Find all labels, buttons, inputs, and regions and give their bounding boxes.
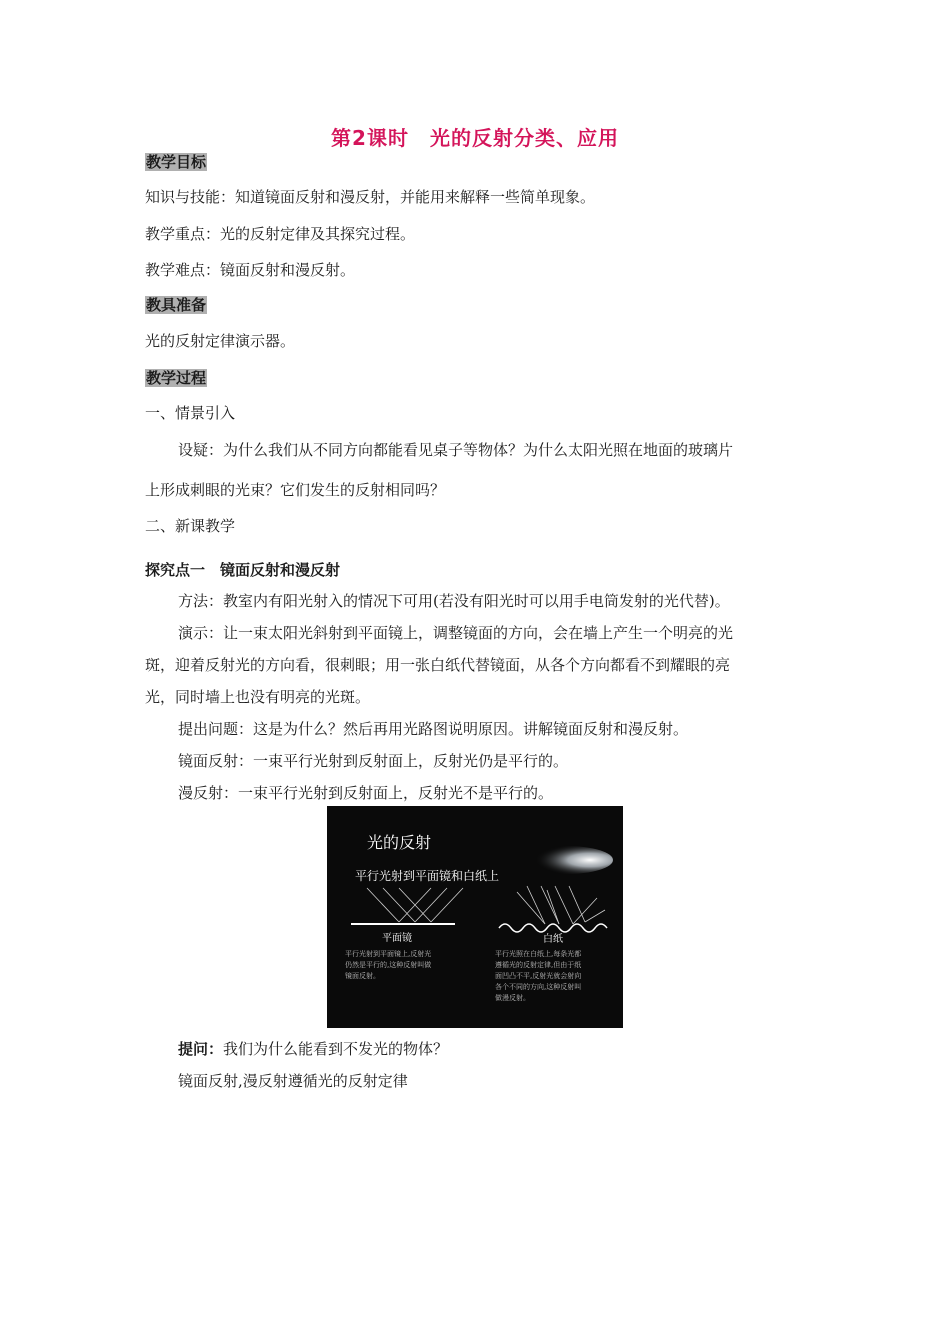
objectives-heading: 教学目标 [146, 153, 207, 171]
explore-heading: 探究点一 镜面反射和漫反射 [145, 561, 341, 579]
new-lesson-heading: 二、新课教学 [145, 517, 236, 535]
intro-line-2: 上形成刺眼的光束？它们发生的反射相同吗？ [145, 481, 446, 499]
ask-text: 我们为什么能看到不发光的物体？ [223, 1040, 449, 1058]
paper-caption-line: 遵循光的反射定律,但由于纸 [495, 961, 582, 969]
key-point: 教学重点：光的反射定律及其探究过程。 [145, 225, 416, 243]
question-text: 提出问题：这是为什么？然后再用光路图说明原因。讲解镜面反射和漫反射。 [178, 720, 689, 738]
paper-caption-line: 面凹凸不平,反射光就会射向 [495, 972, 582, 980]
paper-caption-line: 平行光照在白纸上,每条光都 [495, 950, 582, 958]
difficulty: 教学难点：镜面反射和漫反射。 [145, 261, 356, 279]
demo-line-3: 光，同时墙上也没有明亮的光斑。 [145, 688, 371, 706]
figure-subtitle: 平行光射到平面镜和白纸上 [355, 869, 500, 883]
paper-caption-line: 做漫反射。 [495, 994, 530, 1002]
paper-label: 白纸 [543, 934, 563, 945]
mirror-label: 平面镜 [382, 933, 412, 944]
paper-caption-line: 各个不同的方向,这种反射叫 [495, 983, 582, 991]
page-title: 第2课时 光的反射分类、应用 [331, 126, 619, 150]
light-source-glow [521, 846, 613, 874]
objective-knowledge: 知识与技能：知道镜面反射和漫反射，并能用来解释一些简单现象。 [145, 188, 596, 206]
paper-surface [499, 924, 607, 932]
reflection-figure [327, 806, 623, 1028]
materials-heading: 教具准备 [146, 296, 207, 314]
conclusion-text: 镜面反射,漫反射遵循光的反射定律 [178, 1072, 408, 1090]
materials-text: 光的反射定律演示器。 [145, 332, 296, 350]
mirror-rays [367, 888, 463, 922]
process-heading: 教学过程 [146, 369, 207, 387]
demo-line-2: 斑，迎着反射光的方向看，很刺眼；用一张白纸代替镜面，从各个方向都看不到耀眼的亮 [145, 656, 731, 674]
intro-line-1: 设疑：为什么我们从不同方向都能看见桌子等物体？为什么太阳光照在地面的玻璃片 [178, 441, 734, 459]
intro-heading: 一、情景引入 [145, 404, 236, 422]
mirror-caption-line: 镜面反射。 [345, 972, 380, 980]
diffuse-definition: 漫反射：一束平行光射到反射面上，反射光不是平行的。 [178, 784, 554, 802]
mirror-caption-line: 仍然是平行的,这种反射叫做 [345, 961, 432, 969]
ask-label: 提问： [178, 1040, 224, 1058]
paper-rays [517, 886, 605, 924]
figure-title: 光的反射 [367, 833, 432, 852]
mirror-caption-line: 平行光射到平面镜上,反射光 [345, 950, 432, 958]
demo-line-1: 演示：让一束太阳光斜射到平面镜上，调整镜面的方向，会在墙上产生一个明亮的光 [178, 624, 734, 642]
specular-definition: 镜面反射：一束平行光射到反射面上，反射光仍是平行的。 [178, 752, 569, 770]
method-text: 方法：教室内有阳光射入的情况下可用(若没有阳光时可以用手电筒发射的光代替)。 [178, 592, 730, 610]
